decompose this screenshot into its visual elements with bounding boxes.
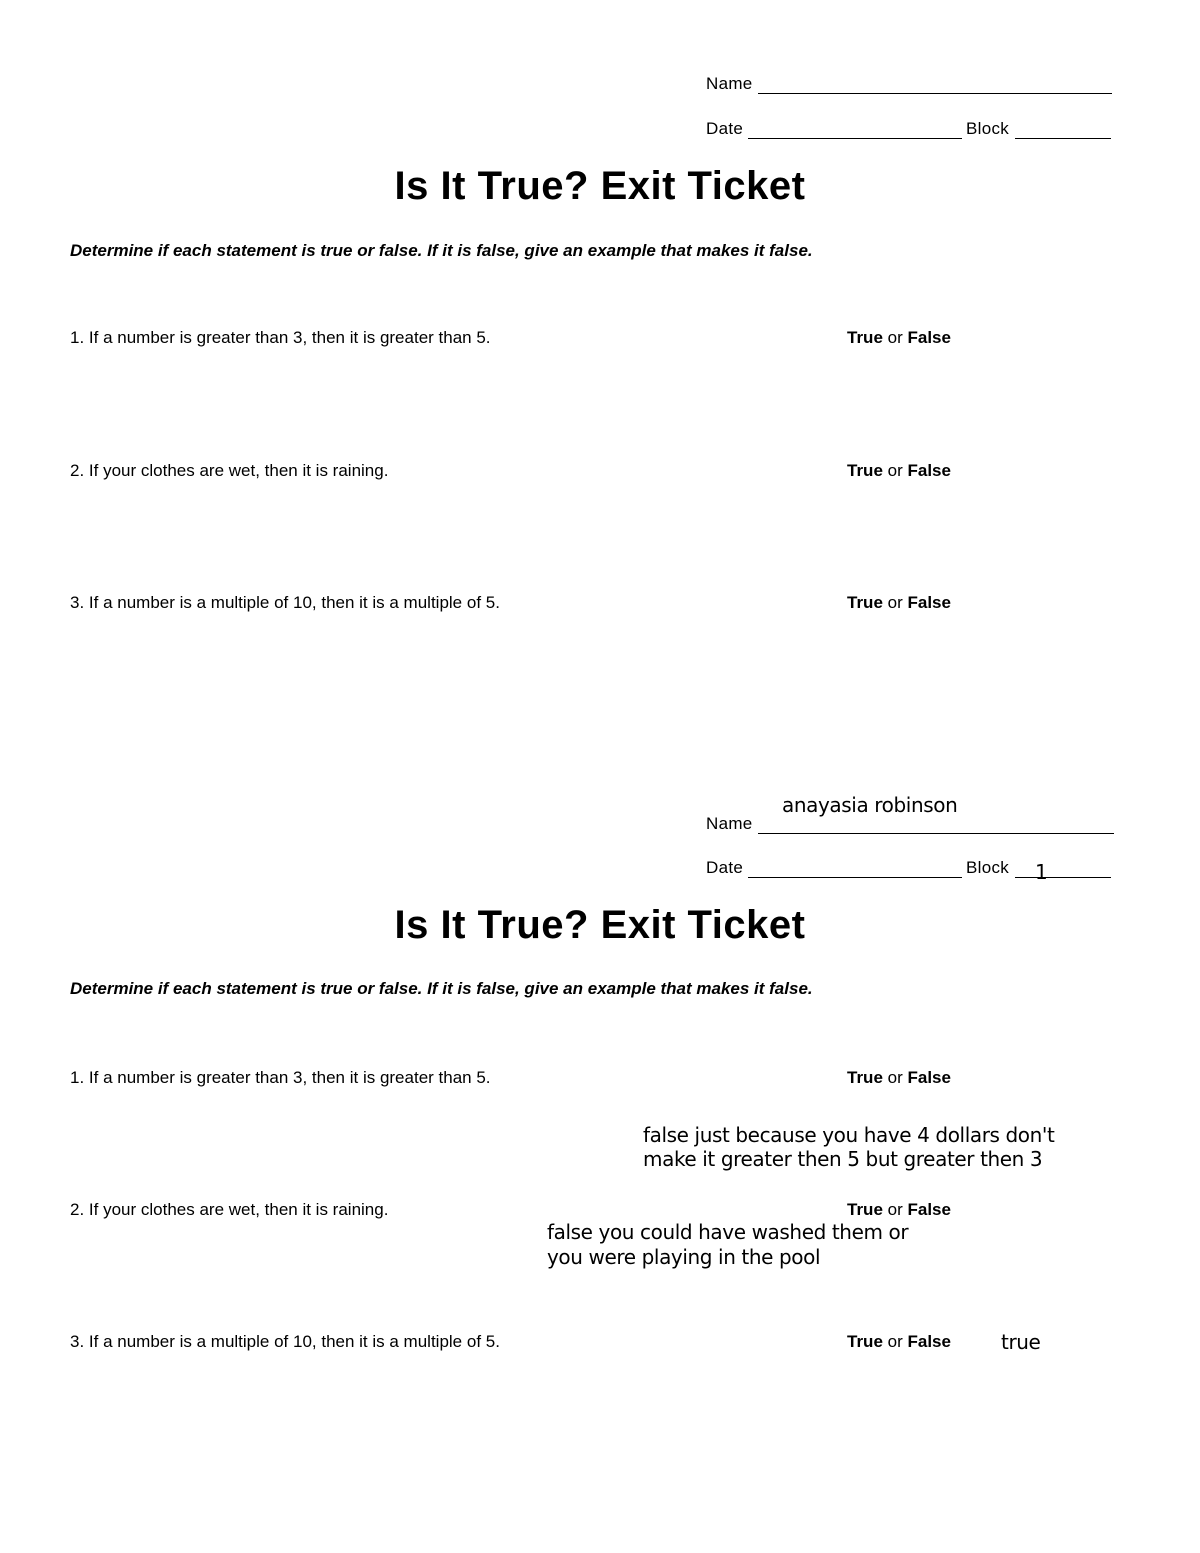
block-value[interactable]: 1 <box>1035 860 1048 884</box>
block-line[interactable] <box>1015 860 1111 878</box>
block-label: Block <box>966 119 1010 138</box>
true-option[interactable]: True <box>847 1068 883 1087</box>
name-line[interactable] <box>758 76 1112 94</box>
name-label: Name <box>706 74 753 93</box>
true-or-false-1[interactable] <box>847 328 951 348</box>
student-name[interactable]: anayasia robinson <box>782 793 958 817</box>
or-text: or <box>887 1332 903 1351</box>
date-line[interactable] <box>748 860 962 878</box>
false-option[interactable]: False <box>907 593 951 612</box>
question-2: 2. If your clothes are wet, then it is raining. <box>70 1200 389 1219</box>
answer-1-line-1[interactable]: false just because you have 4 dollars don't <box>643 1123 1055 1147</box>
or-text: or <box>887 1200 903 1219</box>
answer-3[interactable]: true <box>1001 1330 1041 1354</box>
true-or-false-2[interactable] <box>847 461 951 481</box>
true-or-false-3[interactable] <box>847 1332 951 1352</box>
or-text: or <box>887 461 903 480</box>
instructions: Determine if each statement is true or false. If it is false, give an example that makes it false. <box>70 979 813 998</box>
true-or-false-3[interactable] <box>847 593 951 613</box>
question-3: 3. If a number is a multiple of 10, then it is a multiple of 5. <box>70 593 500 612</box>
or-text: or <box>887 1068 903 1087</box>
block-label: Block <box>966 858 1010 877</box>
name-label: Name <box>706 814 753 833</box>
true-or-false-1[interactable] <box>847 1068 951 1088</box>
answer-2-line-2[interactable]: you were playing in the pool <box>547 1245 821 1269</box>
answer-1-line-2[interactable]: make it greater then 5 but greater then 3 <box>643 1147 1043 1171</box>
date-line[interactable] <box>748 121 962 139</box>
date-label: Date <box>706 858 744 877</box>
instructions: Determine if each statement is true or false. If it is false, give an example that makes it false. <box>70 241 813 260</box>
or-text: or <box>887 593 903 612</box>
true-or-false-2[interactable] <box>847 1200 951 1220</box>
question-1: 1. If a number is greater than 3, then it is greater than 5. <box>70 1068 491 1087</box>
question-1: 1. If a number is greater than 3, then it is greater than 5. <box>70 328 491 347</box>
false-option[interactable]: False <box>907 1068 951 1087</box>
page-title: Is It True? Exit Ticket <box>394 903 806 947</box>
name-line[interactable] <box>758 816 1114 834</box>
true-option[interactable]: True <box>847 1332 883 1351</box>
or-text: or <box>887 328 903 347</box>
true-option[interactable]: True <box>847 461 883 480</box>
false-option[interactable]: False <box>907 461 951 480</box>
true-option[interactable]: True <box>847 593 883 612</box>
false-option[interactable]: False <box>907 1200 951 1219</box>
exit-ticket-blank <box>0 0 1200 700</box>
date-label: Date <box>706 119 744 138</box>
true-option[interactable]: True <box>847 328 883 347</box>
true-option[interactable]: True <box>847 1200 883 1219</box>
answer-2-line-1[interactable]: false you could have washed them or <box>547 1220 909 1244</box>
question-3: 3. If a number is a multiple of 10, then it is a multiple of 5. <box>70 1332 500 1351</box>
false-option[interactable]: False <box>907 328 951 347</box>
block-line[interactable] <box>1015 121 1111 139</box>
false-option[interactable]: False <box>907 1332 951 1351</box>
page-title: Is It True? Exit Ticket <box>394 164 806 208</box>
question-2: 2. If your clothes are wet, then it is raining. <box>70 461 389 480</box>
exit-ticket-filled <box>0 740 1200 1440</box>
